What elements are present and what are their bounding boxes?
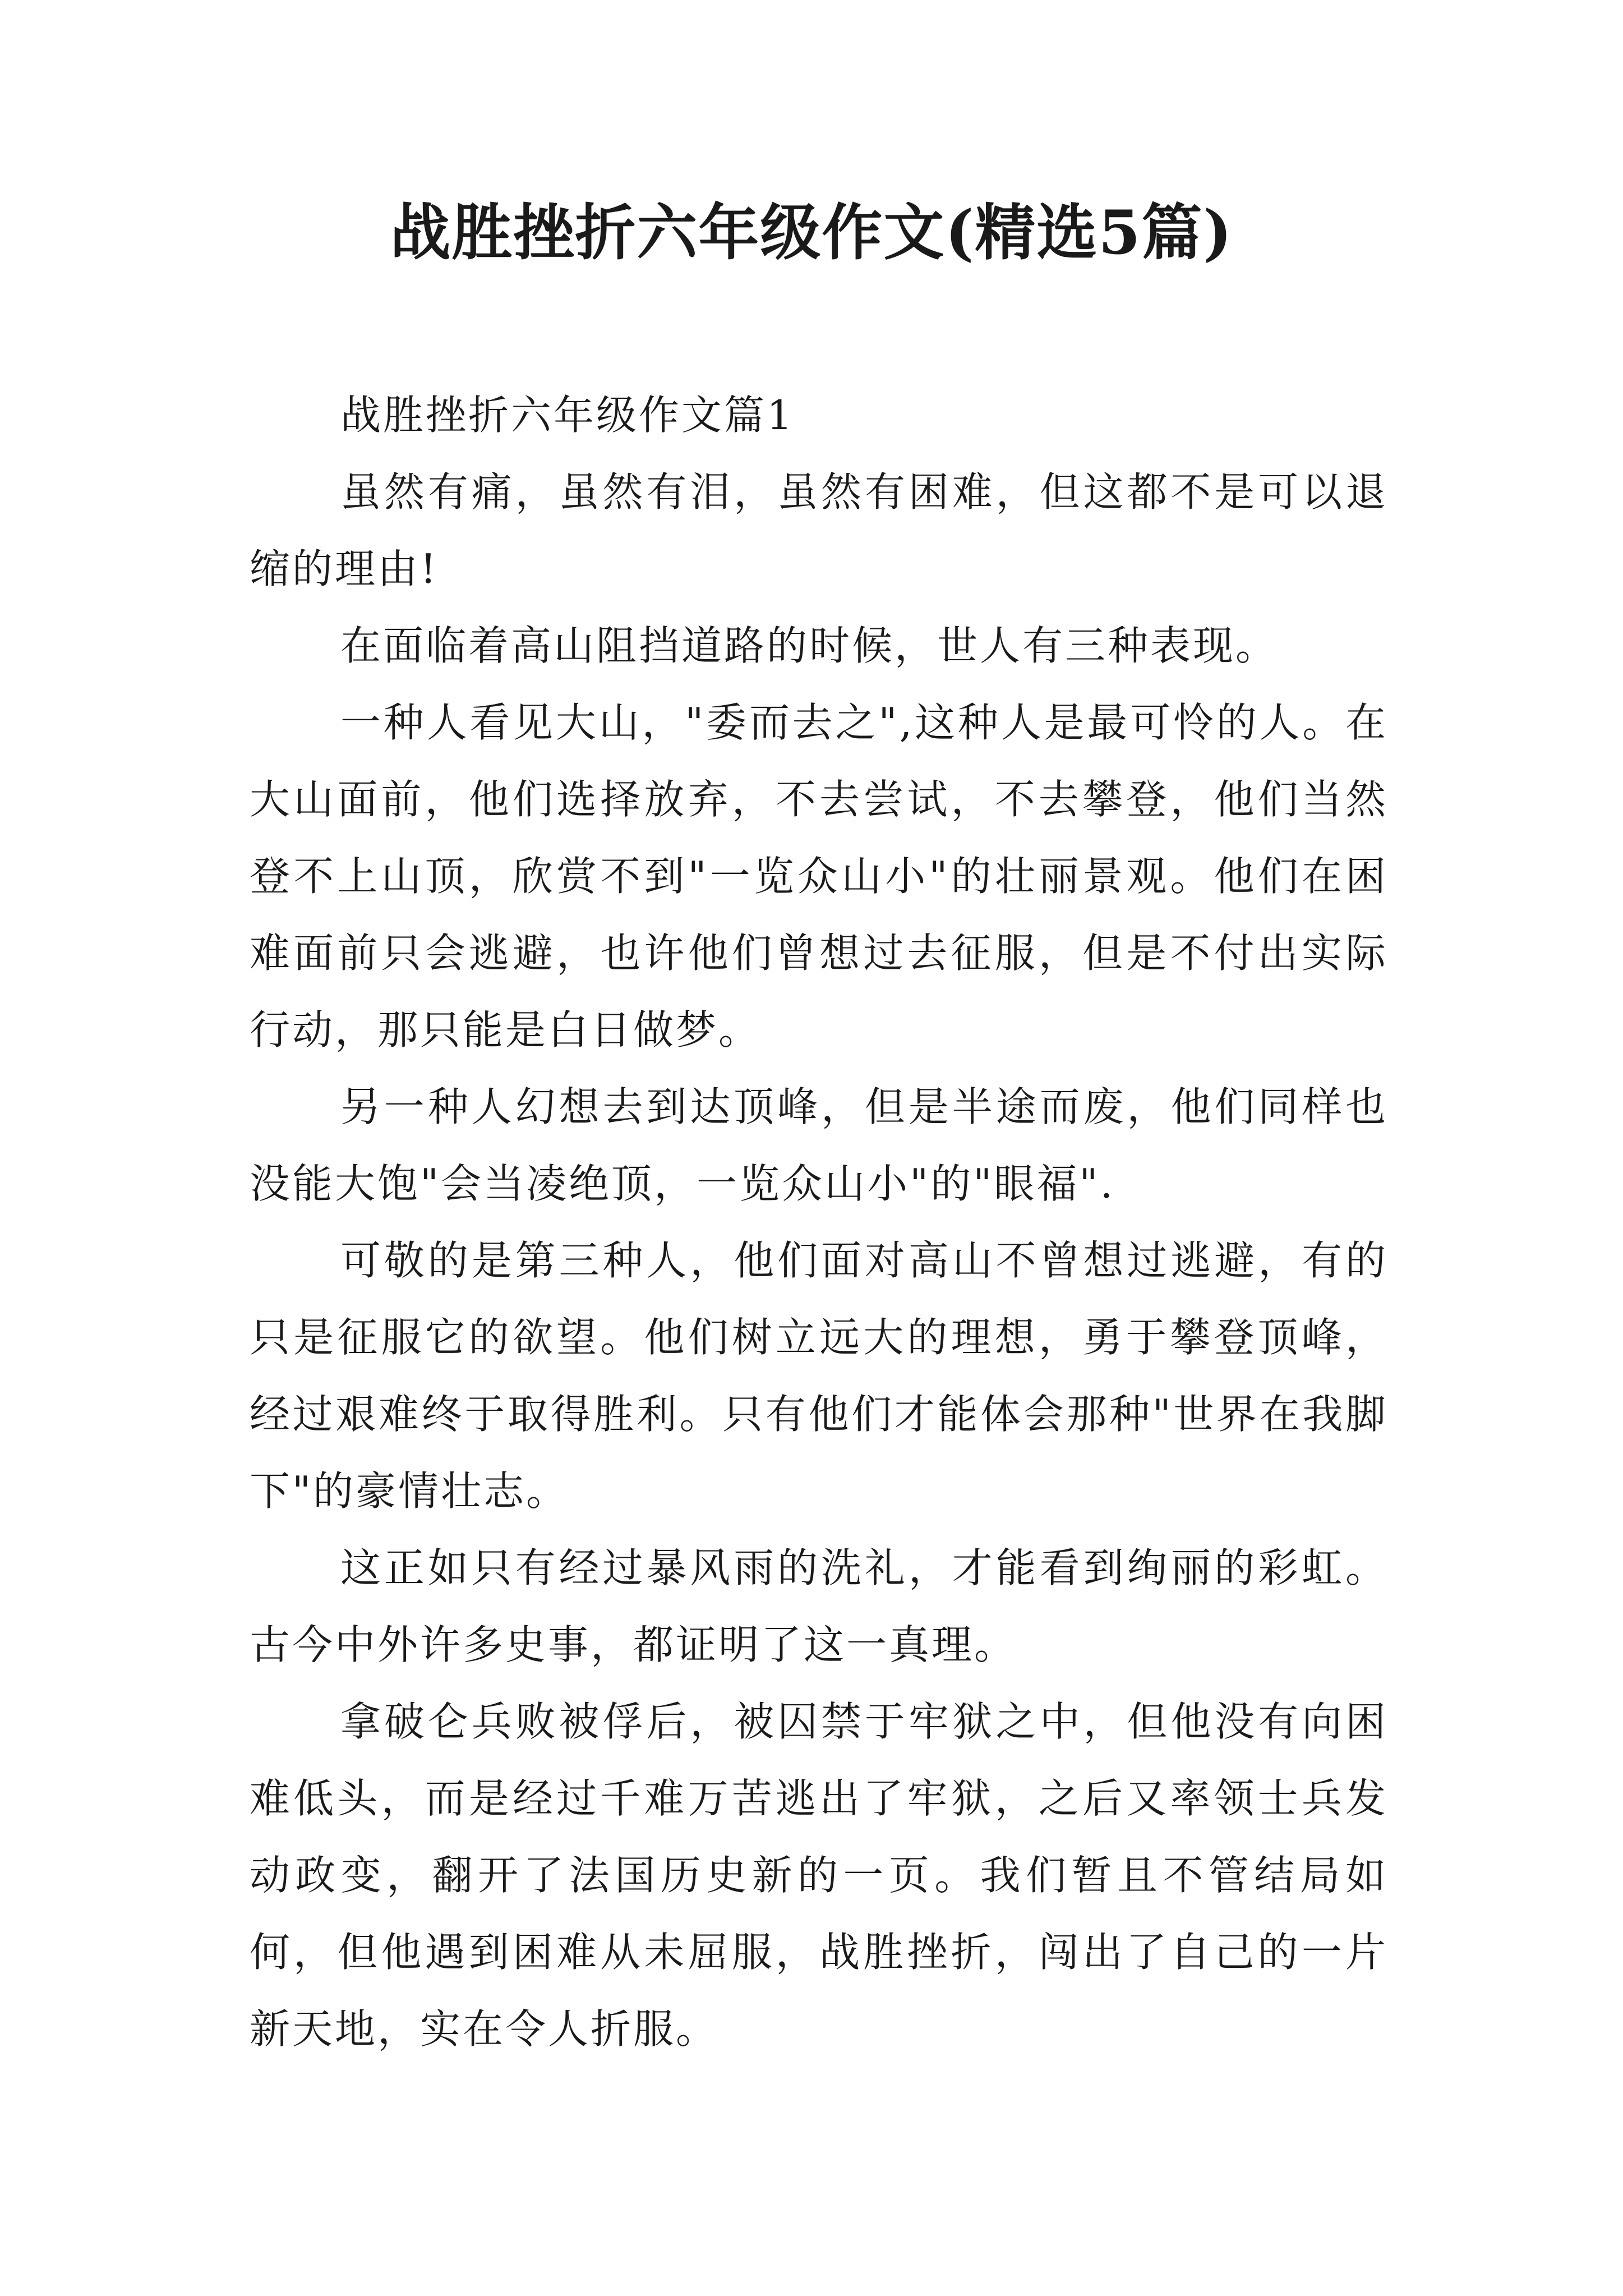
paragraph-1: 虽然有痛，虽然有泪，虽然有困难，但这都不是可以退缩的理由! [250, 468, 1388, 592]
paragraph-2: 在面临着高山阻挡道路的时候，世人有三种表现。 [340, 622, 1279, 669]
paragraph-5: 可敬的是第三种人，他们面对高山不曾想过逃避，有的只是征服它的欲望。他们树立远大的理想，勇于攀登顶峰，经过艰难终于取得胜利。只有他们才能体会那种"世界在我脚下"的豪情壮志。 [250, 1237, 1388, 1515]
section-heading: 战胜挫折六年级作文篇1 [340, 392, 795, 439]
document-title: 战胜挫折六年级作文(精选5篇) [390, 197, 1233, 268]
paragraph-6: 这正如只有经过暴风雨的洗礼，才能看到绚丽的彩虹。古今中外许多史事，都证明了这一真理。 [250, 1544, 1388, 1668]
paragraph-4: 另一种人幻想去到达顶峰，但是半途而废，他们同样也没能大饱"会当凌绝顶，一览众山小"的"眼福". [250, 1083, 1388, 1207]
document-body [250, 377, 1388, 2068]
paragraph-7: 拿破仑兵败被俘后，被囚禁于牢狱之中，但他没有向困难低头，而是经过千难万苦逃出了牢狱，之后又率领士兵发动政变，翻开了法国历史新的一页。我们暂且不管结局如何，但他遇到困难从未屈服，战胜挫折，闯出了自己的一片新天地，实在令人折服。 [250, 1698, 1388, 2053]
paragraph-3: 一种人看见大山，"委而去之",这种人是最可怜的人。在大山面前，他们选择放弃，不去尝试，不去攀登，他们当然登不上山顶，欣赏不到"一览众山小"的壮丽景观。他们在困难面前只会逃避，也许他们曾想过去征服，但是不付出实际行动，那只能是白日做梦。 [250, 699, 1388, 1053]
